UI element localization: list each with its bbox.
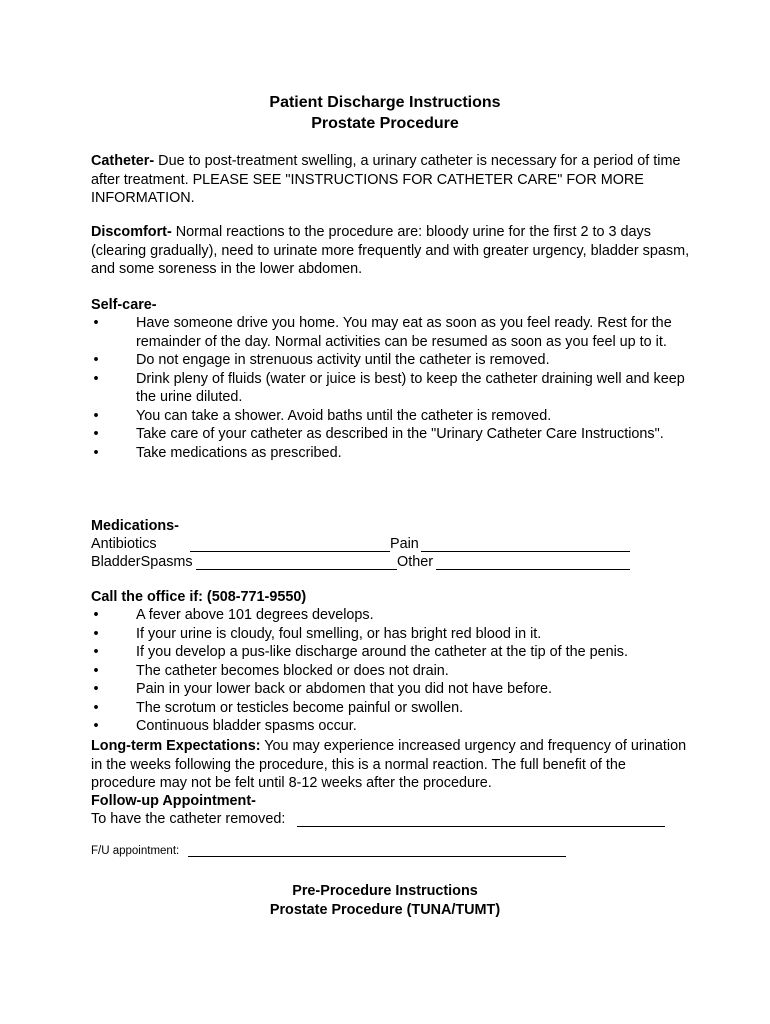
list-item: • Do not engage in strenuous activity until the catheter is removed. — [91, 351, 691, 370]
call-office-list — [91, 606, 691, 736]
list-item: • The catheter becomes blocked or does not drain. — [91, 662, 691, 681]
bladder-spasms-field[interactable] — [196, 553, 397, 570]
pain-field[interactable] — [421, 535, 630, 552]
list-item: • Have someone drive you home. You may eat as soon as you feel ready. Rest for the remainder of the day. Normal activities can be resumed as soon as you feel up to it. — [91, 314, 691, 351]
footer-title: Pre-Procedure Instructions — [292, 883, 478, 899]
bullet-icon: • — [93, 607, 99, 623]
list-item: • If you develop a pus-like discharge around the catheter at the tip of the penis. — [91, 643, 691, 662]
antibiotics-field[interactable] — [190, 535, 390, 552]
followup-heading: Follow-up Appointment- — [91, 793, 256, 809]
call-office-heading: Call the office if: (508-771-9550) — [91, 589, 307, 605]
bullet-icon: • — [93, 315, 99, 331]
medications-heading: Medications- — [91, 518, 179, 534]
discomfort-section — [91, 223, 691, 279]
pain-label: Pain — [390, 536, 419, 552]
fu-appointment-field[interactable] — [188, 842, 566, 857]
bullet-icon: • — [93, 699, 99, 716]
discomfort-heading: Discomfort- — [91, 224, 172, 240]
bullet-icon: • — [93, 444, 99, 461]
document-title: Patient Discharge Instructions — [269, 94, 501, 111]
bullet-icon: • — [93, 662, 99, 679]
other-field[interactable] — [436, 553, 630, 570]
longterm-text: You may experience increased urgency and frequency of urination in the weeks following the procedure, this is a normal reaction. The full benefit of the procedure may not be felt until 8-12 weeks after the procedure. — [91, 738, 687, 791]
list-item: • Take medications as prescribed. — [91, 444, 691, 463]
list-item: • Pain in your lower back or abdomen that you did not have before. — [91, 680, 691, 699]
longterm-section — [91, 737, 691, 793]
bullet-icon: • — [93, 718, 99, 734]
list-item: • A fever above 101 degrees develops. — [91, 606, 691, 625]
bladder-spasms-label: BladderSpasms — [91, 554, 193, 570]
selfcare-list — [91, 314, 691, 462]
bullet-icon: • — [93, 681, 99, 697]
footer-subtitle: Prostate Procedure (TUNA/TUMT) — [269, 902, 501, 918]
bullet-icon: • — [93, 625, 99, 642]
list-item: • Take care of your catheter as described in the "Urinary Catheter Care Instructions". — [91, 425, 691, 444]
catheter-section — [91, 152, 691, 208]
discomfort-text: Normal reactions to the procedure are: bloody urine for the first 2 to 3 days (clearing gradually), need to urinate more frequently and with greater urgency, bladder spasm, and some soreness in the lower abdomen. — [91, 224, 690, 277]
bullet-icon: • — [93, 352, 99, 368]
list-item: • Continuous bladder spasms occur. — [91, 717, 691, 736]
bullet-icon: • — [93, 426, 99, 442]
antibiotics-label: Antibiotics — [91, 536, 157, 552]
document-subtitle: Prostate Procedure — [311, 115, 459, 132]
selfcare-heading: Self-care- — [91, 297, 157, 313]
catheter-removed-label: To have the catheter removed: — [91, 811, 286, 827]
list-item: • The scrotum or testicles become painful or swollen. — [91, 699, 691, 718]
bullet-icon: • — [93, 644, 99, 660]
bullet-icon: • — [93, 370, 99, 387]
bullet-icon: • — [93, 407, 99, 424]
list-item: • If your urine is cloudy, foul smelling, or has bright red blood in it. — [91, 625, 691, 644]
catheter-text: Due to post-treatment swelling, a urinary catheter is necessary for a period of time after treatment. PLEASE SEE "INSTRUCTIONS FOR CATHETER CARE" FOR MORE INFORMATION. — [91, 153, 681, 206]
fu-appointment-label: F/U appointment: — [91, 845, 180, 857]
longterm-heading: Long-term Expectations: — [91, 738, 261, 754]
other-label: Other — [397, 554, 433, 570]
catheter-heading: Catheter- — [91, 153, 155, 169]
list-item: • Drink pleny of fluids (water or juice is best) to keep the catheter draining well and keep the urine diluted. — [91, 370, 691, 407]
catheter-removed-field[interactable] — [297, 810, 665, 827]
list-item: • You can take a shower. Avoid baths until the catheter is removed. — [91, 407, 691, 426]
